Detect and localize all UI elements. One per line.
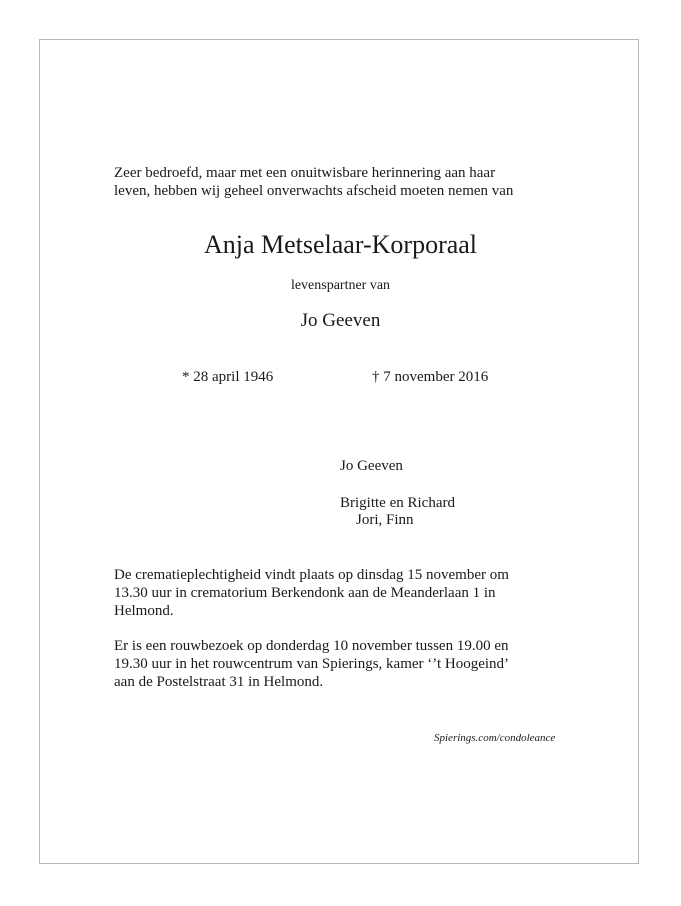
family-line-1: Jo Geeven xyxy=(340,458,403,474)
ceremony-line-3: Helmond. xyxy=(114,603,174,619)
condolence-website: Spierings.com/condoleance xyxy=(434,732,556,744)
deceased-name: Anja Metselaar-Korporaal xyxy=(203,230,478,259)
birth-date: * 28 april 1946 xyxy=(182,369,274,385)
intro-line-2: leven, hebben wij geheel onverwachts afscheid moeten nemen van xyxy=(114,183,514,199)
family-line-2: Brigitte en Richard xyxy=(340,495,455,511)
ceremony-line-1: De crematieplechtigheid vindt plaats op dinsdag 15 november om xyxy=(114,567,509,583)
ceremony-paragraph xyxy=(114,566,509,620)
relation-label: levenspartner van xyxy=(290,278,391,293)
intro-line-1: Zeer bedroefd, maar met een onuitwisbare herinnering aan haar xyxy=(114,165,496,181)
visitation-paragraph xyxy=(114,637,509,691)
partner-name: Jo Geeven xyxy=(300,310,381,331)
family-line-3: Jori, Finn xyxy=(356,512,414,528)
death-date: † 7 november 2016 xyxy=(372,369,489,385)
visitation-line-1: Er is een rouwbezoek op donderdag 10 november tussen 19.00 en xyxy=(114,638,509,654)
intro-text xyxy=(114,164,554,200)
visitation-line-2: 19.30 uur in het rouwcentrum van Spierings, kamer ‘’t Hoogeind’ xyxy=(114,656,510,672)
visitation-line-3: aan de Postelstraat 31 in Helmond. xyxy=(114,674,324,690)
ceremony-line-2: 13.30 uur in crematorium Berkendonk aan de Meanderlaan 1 in xyxy=(114,585,496,601)
